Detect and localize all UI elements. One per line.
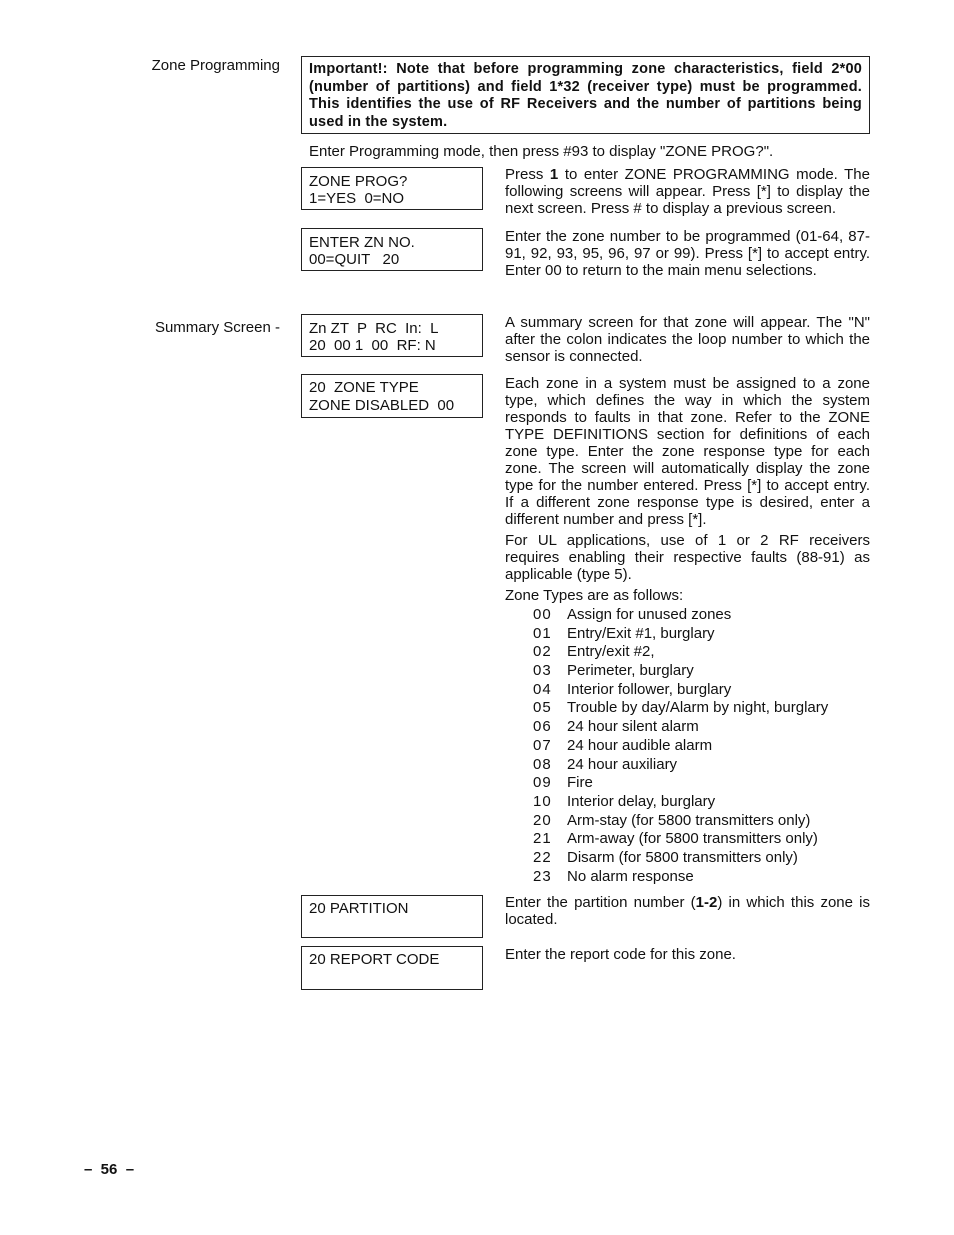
zone-type-code: 08	[533, 755, 552, 773]
zone-type-code: 04	[533, 680, 552, 698]
zone-type-label: Perimeter, burglary	[567, 662, 694, 680]
zone-type-code: 03	[533, 662, 552, 680]
zone-type-label: 24 hour auxiliary	[567, 755, 678, 773]
zone-type-label: Trouble by day/Alarm by night, burglary	[567, 699, 829, 717]
lcd-line: 20 REPORT CODE	[309, 951, 440, 968]
zone-type-code: 21	[533, 830, 552, 848]
list-item	[533, 793, 828, 812]
lcd-screen-summary	[301, 314, 483, 357]
page-number: – 56 –	[84, 1161, 135, 1178]
desc-text: Enter the partition number (	[505, 894, 696, 911]
zone-type-label: Arm-away (for 5800 transmitters only)	[567, 830, 818, 848]
zone-type-label: Entry/exit #2,	[567, 643, 655, 661]
key-label: 1-2	[695, 894, 718, 911]
zone-type-label: Entry/Exit #1, burglary	[567, 624, 715, 642]
zone-type-code: 23	[533, 867, 552, 885]
lcd-line: 1=YES 0=NO	[309, 190, 405, 207]
zone-type-code: 07	[533, 736, 552, 754]
zone-programming-label: Zone Programming	[151, 57, 280, 74]
summary-description: A summary screen for that zone will appear. The "N" after the colon indicates the loop number to which the sensor is connected.	[505, 314, 870, 365]
zone-type-code: 06	[533, 718, 552, 736]
lcd-line: Zn ZT P RC In: L	[309, 320, 439, 337]
lcd-screen-report-code	[301, 946, 483, 990]
lcd-line: ENTER ZN NO.	[309, 234, 415, 251]
lcd-line: 00=QUIT 20	[309, 251, 400, 268]
lcd-screen-zone-prog	[301, 167, 483, 210]
intro-text: Enter Programming mode, then press #93 to display "ZONE PROG?".	[309, 143, 774, 160]
zone-type-label: Fire	[567, 774, 593, 792]
lcd-line: 20 00 1 00 RF: N	[309, 337, 436, 354]
list-item	[533, 774, 828, 793]
list-item	[533, 718, 828, 737]
desc-text: Press	[505, 166, 550, 183]
zone-type-code: 02	[533, 643, 552, 661]
zone-type-code: 22	[533, 848, 552, 866]
list-item	[533, 606, 828, 625]
zone-prog-description	[505, 166, 870, 217]
summary-screen-label: Summary Screen -	[154, 319, 280, 336]
zone-type-label: Interior follower, burglary	[567, 680, 732, 698]
list-item	[533, 662, 828, 681]
zone-type-label: No alarm response	[567, 867, 694, 885]
list-item	[533, 681, 828, 700]
zone-types-heading: Zone Types are as follows:	[505, 587, 684, 604]
list-item	[533, 849, 828, 868]
zone-type-code: 01	[533, 624, 552, 642]
enter-zone-description: Enter the zone number to be programmed (01-64, 87-91, 92, 93, 95, 96, 97 or 99). Press [*] to accept entry. Enter 00 to return to the main menu selections.	[505, 228, 870, 279]
zone-type-label: Disarm (for 5800 transmitters only)	[567, 848, 798, 866]
zone-types-list	[533, 606, 828, 886]
lcd-screen-zone-type	[301, 374, 483, 418]
zone-type-code: 10	[533, 792, 552, 810]
list-item	[533, 756, 828, 775]
lcd-screen-enter-zone	[301, 228, 483, 271]
zone-type-code: 09	[533, 774, 552, 792]
list-item	[533, 699, 828, 718]
zone-type-label: Arm-stay (for 5800 transmitters only)	[567, 811, 811, 829]
lcd-line: 20 PARTITION	[309, 900, 409, 917]
list-item	[533, 868, 828, 887]
lcd-line: ZONE PROG?	[309, 173, 408, 190]
key-label: 1	[549, 166, 559, 183]
list-item	[533, 812, 828, 831]
zone-type-code: 05	[533, 699, 552, 717]
zone-type-label: Assign for unused zones	[567, 606, 732, 623]
zone-type-label: Interior delay, burglary	[567, 792, 716, 810]
list-item	[533, 625, 828, 644]
desc-text: to enter ZONE PROGRAMMING mode. The following screens will appear. Press [*] to display the next screen. Press # to display a previous screen.	[505, 166, 870, 217]
list-item	[533, 643, 828, 662]
list-item	[533, 830, 828, 849]
important-note: Important!: Note that before programming zone characteristics, field 2*00 (number of partitions) and field 1*32 (receiver type) must be programmed. This identifies the use of RF Receivers and the number of partitions being used in the system.	[301, 56, 870, 134]
partition-description	[505, 894, 870, 928]
zone-type-code: 00	[533, 606, 552, 623]
desc-text: ) in which this zone is located.	[505, 894, 871, 928]
list-item	[533, 737, 828, 756]
zone-type-description: Each zone in a system must be assigned to a zone type, which defines the way in which the system responds to faults in that zone. Refer to the ZONE TYPE DEFINITIONS section for definitions of each zone type. Enter the zone response type for each zone. The screen will automatically display the zone type for the number entered. Press [*] to accept entry. If a different zone response type is desired, enter a different number and press [*].	[505, 375, 870, 528]
ul-note: For UL applications, use of 1 or 2 RF receivers requires enabling their respective faults (88-91) as applicable (type 5).	[505, 532, 870, 583]
lcd-line: 20 ZONE TYPE	[309, 379, 419, 396]
zone-type-label: 24 hour audible alarm	[567, 736, 713, 754]
lcd-line: ZONE DISABLED 00	[309, 397, 455, 414]
lcd-screen-partition	[301, 895, 483, 938]
zone-type-label: 24 hour silent alarm	[567, 718, 699, 736]
report-code-description: Enter the report code for this zone.	[505, 946, 736, 963]
zone-type-code: 20	[533, 811, 552, 829]
